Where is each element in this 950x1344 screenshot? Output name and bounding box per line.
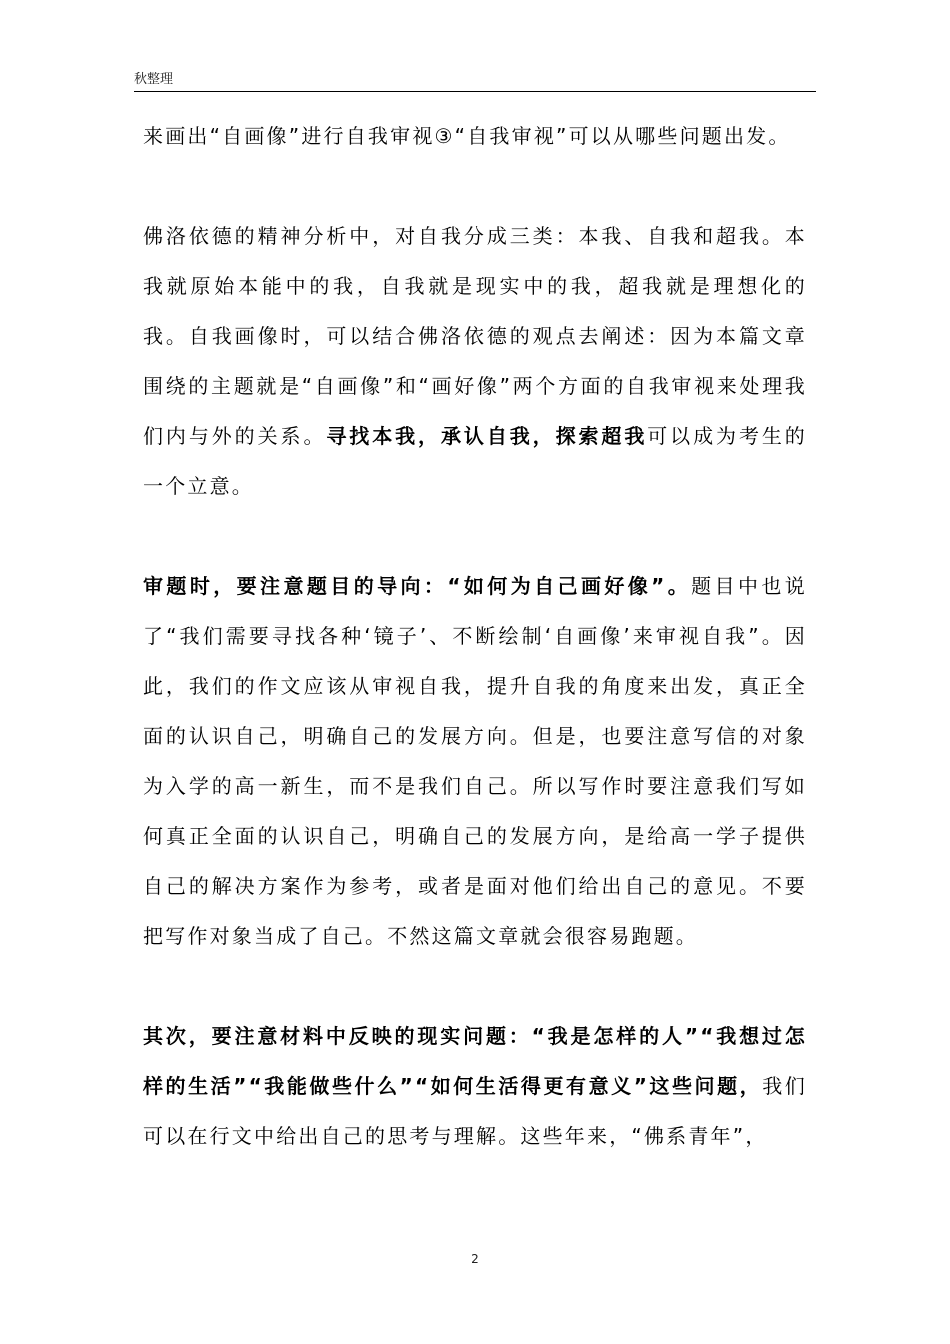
paragraph-3-bold-lead: 审题时，要注意题目的导向：“如何为自己画好像”。 <box>143 574 692 598</box>
paragraph-1-text: 来画出“自画像”进行自我审视③“自我审视”可以从哪些问题出发。 <box>143 124 791 148</box>
paragraph-3-text: 题目中也说了“我们需要寻找各种‘镜子’、不断绘制‘自画像’来审视自我”。因此，我们的作文应该从审视自我，提升自我的角度来出发，真正全面的认识自己，明确自己的发展方向。但是，也要注意写信的对象为入学的高一新生，而不是我们自己。所以写作时要注意我们写如何真正全面的认识自己，明确自己的发展方向，是给高一学子提供自己的解决方案作为参考，或者是面对他们给出自己的意见。不要把写作对象当成了自己。不然这篇文章就会很容易跑题。 <box>143 574 807 948</box>
paragraph-2-text-end: 可以成为考生的一个立意。 <box>143 424 807 498</box>
paragraph-2 <box>143 211 807 511</box>
paragraph-gap <box>143 511 807 561</box>
paragraph-4-text: 我们可以在行文中给出自己的思考与理解。这些年来，“佛系青年”， <box>143 1074 807 1148</box>
running-header: 秋整理 <box>134 72 174 87</box>
paragraph-2-text: 佛洛依德的精神分析中，对自我分成三类：本我、自我和超我。本我就原始本能中的我，自我就是现实中的我，超我就是理想化的我。自我画像时，可以结合佛洛依德的观点去阐述：因为本篇文章围绕的主题就是“自画像”和“画好像”两个方面的自我审视来处理我们内与外的关系。 <box>143 224 807 448</box>
paragraph-gap <box>143 161 807 211</box>
paragraph-gap <box>143 961 807 1011</box>
document-body <box>143 111 807 1161</box>
paragraph-2-bold-thesis: 寻找本我，承认自我，探索超我 <box>326 424 648 448</box>
paragraph-1 <box>143 111 807 161</box>
paragraph-4-bold-lead: 其次，要注意材料中反映的现实问题：“我是怎样的人”“我想过怎样的生活”“我能做些什么”“如何生活得更有意义”这些问题， <box>143 1024 807 1098</box>
paragraph-4 <box>143 1011 807 1161</box>
page-number: 2 <box>471 1252 479 1266</box>
header-divider <box>134 91 816 92</box>
paragraph-3 <box>143 561 807 961</box>
